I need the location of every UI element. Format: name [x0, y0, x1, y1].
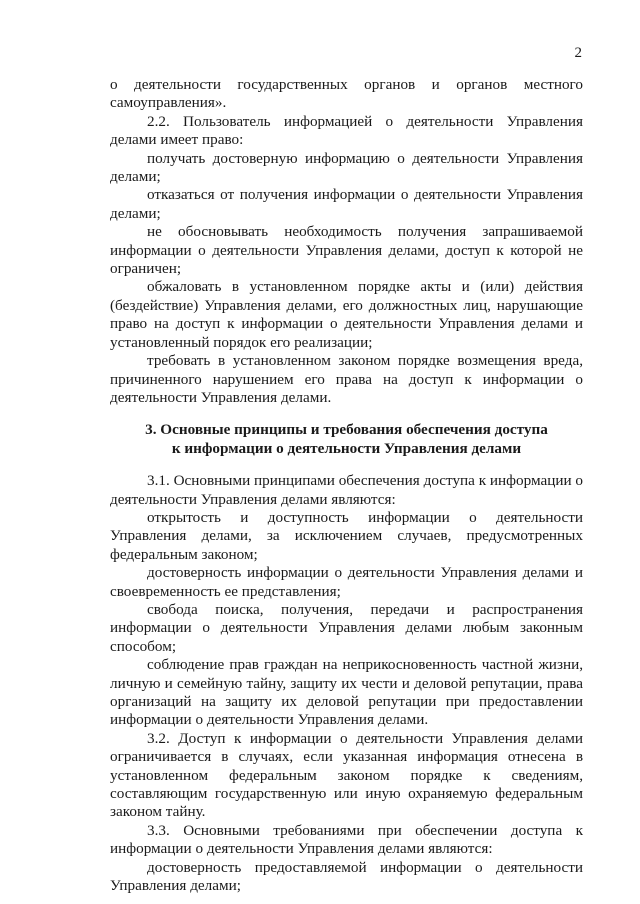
paragraph: открытость и доступность информации о деятельности Управления делами, за исключением случаев, предусмотренных федеральным законом; [110, 508, 583, 563]
paragraph: достоверность информации о деятельности Управления делами и своевременность ее представления; [110, 564, 583, 600]
paragraph: достоверность предоставляемой информации о деятельности Управления делами; [110, 858, 583, 895]
paragraph: обжаловать в установленном порядке акты и (или) действия (бездействие) Управления делами, его должностных лиц, нарушающие право на доступ к информации о деятельности Управления делами и установленный порядок его реализации; [110, 278, 583, 351]
section-heading-line-2: к информации о деятельности Управления делами [171, 439, 522, 457]
paragraph: не обосновывать необходимость получения запрашиваемой информации о деятельности Управления делами, доступ к которой не ограничен; [110, 223, 583, 278]
paragraph: о деятельности государственных органов и органов местного самоуправления». [110, 76, 583, 112]
paragraph: соблюдение прав граждан на неприкосновенность частной жизни, личную и семейную тайну, защиту их чести и деловой репутации, права организаций на защиту их деловой репутации при предоставлении информации о деятельности Управления делами. [110, 656, 583, 729]
paragraph: свобода поиска, получения, передачи и распространения информации о деятельности Управления делами любым законным способом; [110, 600, 583, 655]
page-number: 2 [574, 45, 582, 61]
paragraph: 3.2. Доступ к информации о деятельности Управления делами ограничивается в случаях, если указанная информация отнесена в установленном федеральным законом порядке к сведениям, составляющим государственную или иную охраняемую федеральным законом тайну. [110, 729, 583, 821]
paragraph: отказаться от получения информации о деятельности Управления делами; [110, 186, 583, 222]
paragraphs-before-heading [110, 76, 583, 407]
paragraph: получать достоверную информацию о деятельности Управления делами; [110, 149, 583, 186]
paragraph: 3.1. Основными принципами обеспечения доступа к информации о деятельности Управления делами являются: [110, 472, 583, 508]
paragraph: 2.2. Пользователь информацией о деятельности Управления делами имеет право: [110, 112, 583, 149]
paragraphs-after-heading [110, 472, 583, 895]
document-body [110, 76, 583, 895]
section-heading [110, 421, 583, 458]
paragraph: 3.3. Основными требованиями при обеспечении доступа к информации о деятельности Управления делами являются: [110, 821, 583, 858]
paragraph: требовать в установленном законом порядке возмещения вреда, причиненного нарушением его права на доступ к информации о деятельности Управления делами. [110, 352, 583, 406]
section-heading-line-1: 3. Основные принципы и требования обеспечения доступа [145, 421, 548, 439]
